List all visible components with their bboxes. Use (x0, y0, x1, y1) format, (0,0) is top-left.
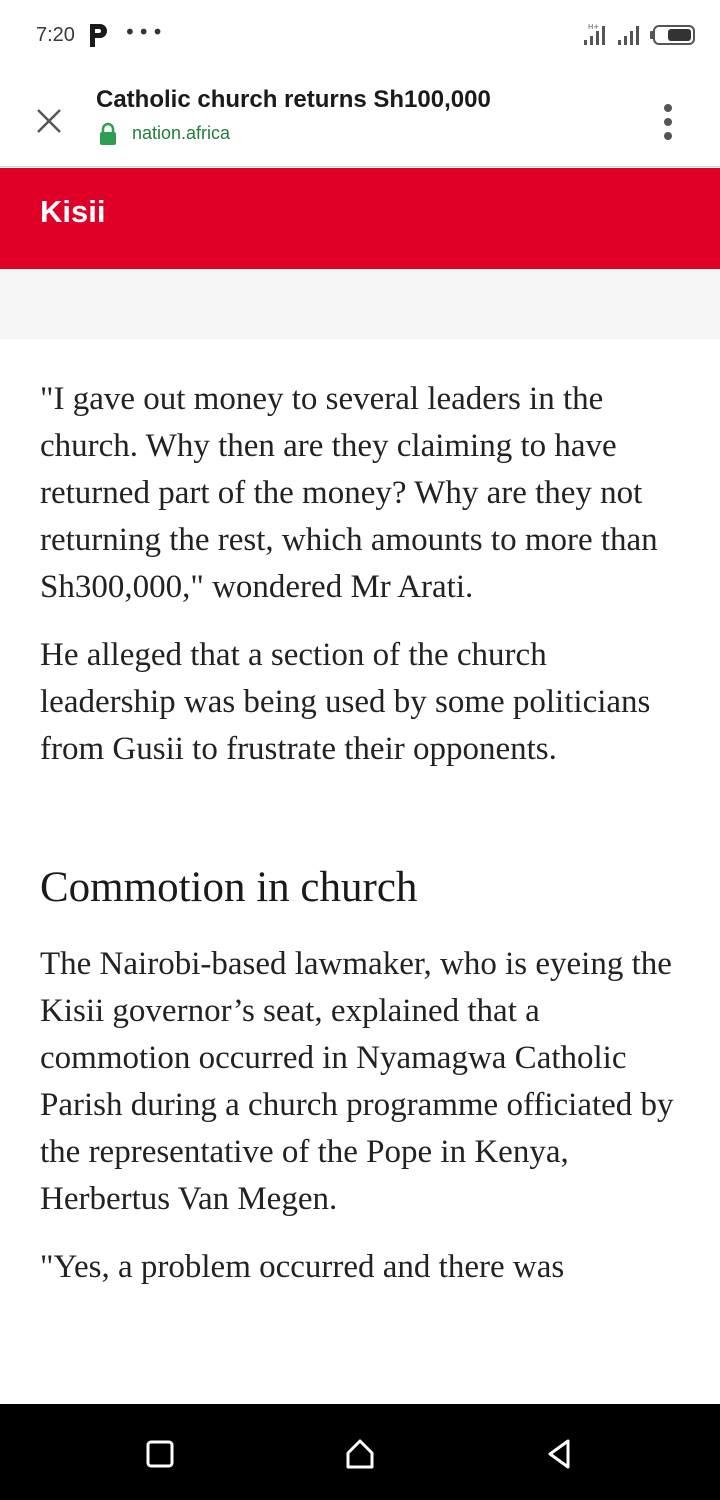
status-bar (0, 0, 720, 72)
section-label[interactable]: Kisii (40, 194, 106, 229)
close-icon[interactable] (28, 100, 68, 140)
ad-placeholder (0, 269, 720, 339)
status-time: 7:20 (36, 24, 75, 46)
article-paragraph: The Nairobi-based lawmaker, who is eyeing the Kisii governor’s seat, explained that a commotion occurred in Nyamagwa Catholic Parish during a church programme officiated by the representative of the Pope in Kenya, Herbertus Van Megen. (40, 946, 674, 1217)
signal-icon (616, 24, 642, 46)
section-banner (0, 168, 720, 269)
article-paragraph: He alleged that a section of the church leadership was being used by some politicians from Gusii to frustrate their opponents. (40, 637, 651, 767)
article-paragraph: "Yes, a problem occurred and there was (40, 1249, 565, 1285)
recents-icon[interactable] (142, 1436, 178, 1472)
back-icon[interactable] (542, 1436, 578, 1472)
navigation-bar (0, 1404, 720, 1500)
app-p-icon (86, 20, 110, 50)
home-icon[interactable] (342, 1436, 378, 1472)
status-more-icon: ••• (124, 20, 166, 44)
article-body (40, 376, 690, 1291)
lock-icon (98, 122, 118, 146)
battery-icon (648, 24, 696, 46)
browser-toolbar (0, 72, 720, 167)
article-paragraph: "I gave out money to several leaders in the church. Why then are they claiming to have returned part of the money? Why are they not returning the rest, which amounts to more than Sh300,000," wondered Mr Arati. (40, 381, 658, 605)
svg-text:H+: H+ (588, 23, 600, 31)
page-title: Catholic church returns Sh100,000 (96, 86, 491, 113)
article-subheading: Commotion in church (40, 864, 418, 911)
more-vert-icon[interactable] (650, 100, 686, 144)
signal-hplus-icon (582, 22, 610, 46)
page-url[interactable]: nation.africa (132, 123, 231, 143)
